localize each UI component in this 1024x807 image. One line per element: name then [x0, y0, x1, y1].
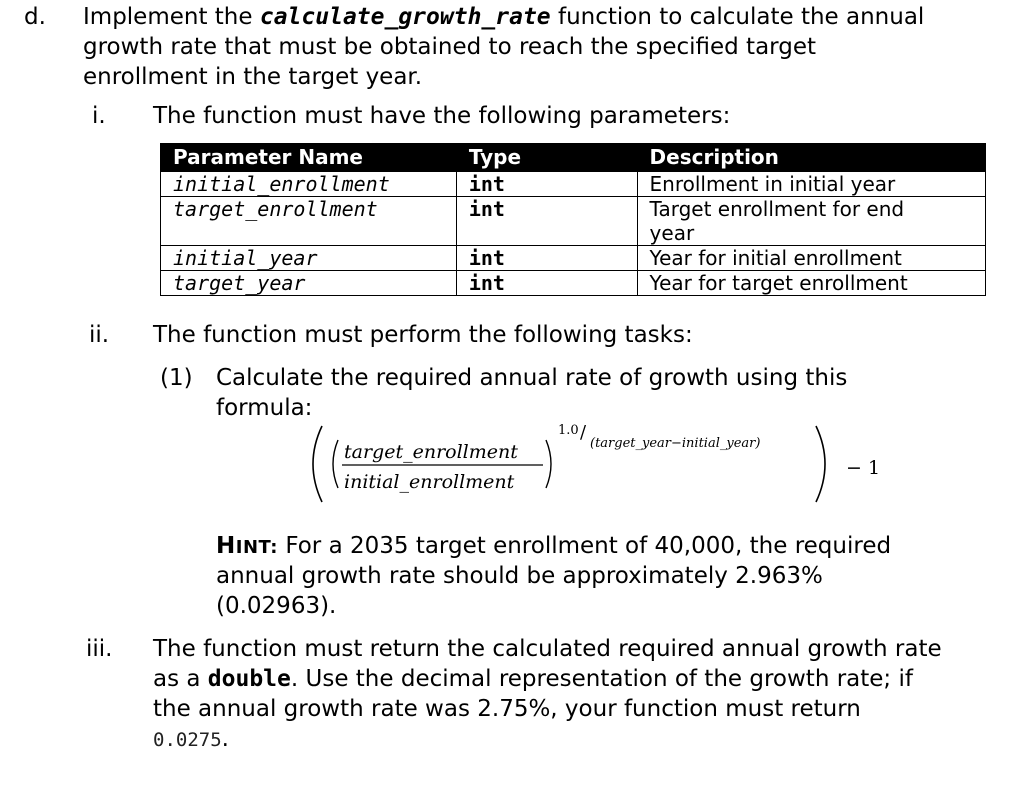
param-type: int [456, 271, 637, 296]
sub-item-1-line-1: Calculate the required annual rate of growth using this [216, 365, 848, 391]
parameters-table [160, 143, 986, 296]
item-d-marker: d. [24, 4, 46, 30]
header-description: Description [637, 144, 985, 172]
item-iii-line-4: 0.0275. [153, 726, 229, 752]
item-iii-line-2: as a double. Use the decimal representation of the growth rate; if [153, 666, 913, 692]
exponent-denominator: (target_year−initial_year) [590, 436, 761, 451]
table-row [161, 271, 986, 296]
type-double: double [207, 666, 291, 692]
param-type: int [456, 197, 637, 246]
param-name: target_enrollment [161, 197, 457, 246]
item-d-line-2: growth rate that must be obtained to reach the specified target [83, 34, 816, 60]
outer-left-paren [313, 426, 322, 502]
hint-line-2: annual growth rate should be approximately 2.963% [216, 563, 823, 589]
param-description-line-2: year [649, 221, 695, 245]
param-name: initial_enrollment [161, 172, 457, 197]
table-header-row [161, 144, 986, 172]
param-description: Year for target enrollment [637, 271, 985, 296]
function-name: calculate_growth_rate [259, 4, 551, 30]
item-d-line-3: enrollment in the target year. [83, 64, 423, 90]
item-ii-marker: ii. [89, 322, 110, 348]
sub-item-1-line-2: formula: [216, 395, 313, 421]
hint-line-3: (0.02963). [216, 593, 337, 619]
header-type: Type [456, 144, 637, 172]
sub-item-1-marker: (1) [160, 365, 193, 391]
item-ii-text: The function must perform the following tasks: [153, 322, 693, 348]
fraction-denominator: initial_enrollment [344, 471, 515, 493]
item-i-text: The function must have the following parameters: [153, 103, 731, 129]
param-type: int [456, 172, 637, 197]
growth-rate-formula [300, 418, 900, 510]
item-i-marker: i. [92, 103, 106, 129]
hint-text-1: For a 2035 target enrollment of 40,000, the required [278, 533, 892, 559]
item-d-suffix: function to calculate the annual [550, 4, 925, 30]
param-name: target_year [161, 271, 457, 296]
param-name: initial_year [161, 246, 457, 271]
header-parameter-name: Parameter Name [161, 144, 457, 172]
return-example-value: 0.0275 [153, 729, 222, 751]
exponent-numerator: 1.0 [558, 423, 579, 438]
item-iii-marker: iii. [86, 636, 113, 662]
param-type: int [456, 246, 637, 271]
table-row [161, 197, 986, 246]
item-iii-line-1: The function must return the calculated required annual growth rate [153, 636, 942, 662]
param-description: Enrollment in initial year [637, 172, 985, 197]
table-row [161, 172, 986, 197]
fraction-numerator: target_enrollment [344, 441, 518, 463]
param-description [637, 197, 985, 246]
exponent-slash: / [580, 422, 587, 443]
inner-left-paren [333, 440, 338, 488]
param-description-line-1: Target enrollment for end [649, 197, 905, 221]
inner-right-paren [546, 440, 551, 488]
item-iii-line-3: the annual growth rate was 2.75%, your function must return [153, 696, 861, 722]
outer-right-paren [816, 426, 825, 502]
table-row [161, 246, 986, 271]
item-d-line-1 [83, 2, 924, 32]
hint-label: HINT: [216, 533, 279, 559]
hint-line-1 [216, 531, 891, 563]
formula-minus-one: − 1 [846, 457, 881, 479]
param-description: Year for initial enrollment [637, 246, 985, 271]
item-d-prefix: Implement the [83, 4, 260, 30]
